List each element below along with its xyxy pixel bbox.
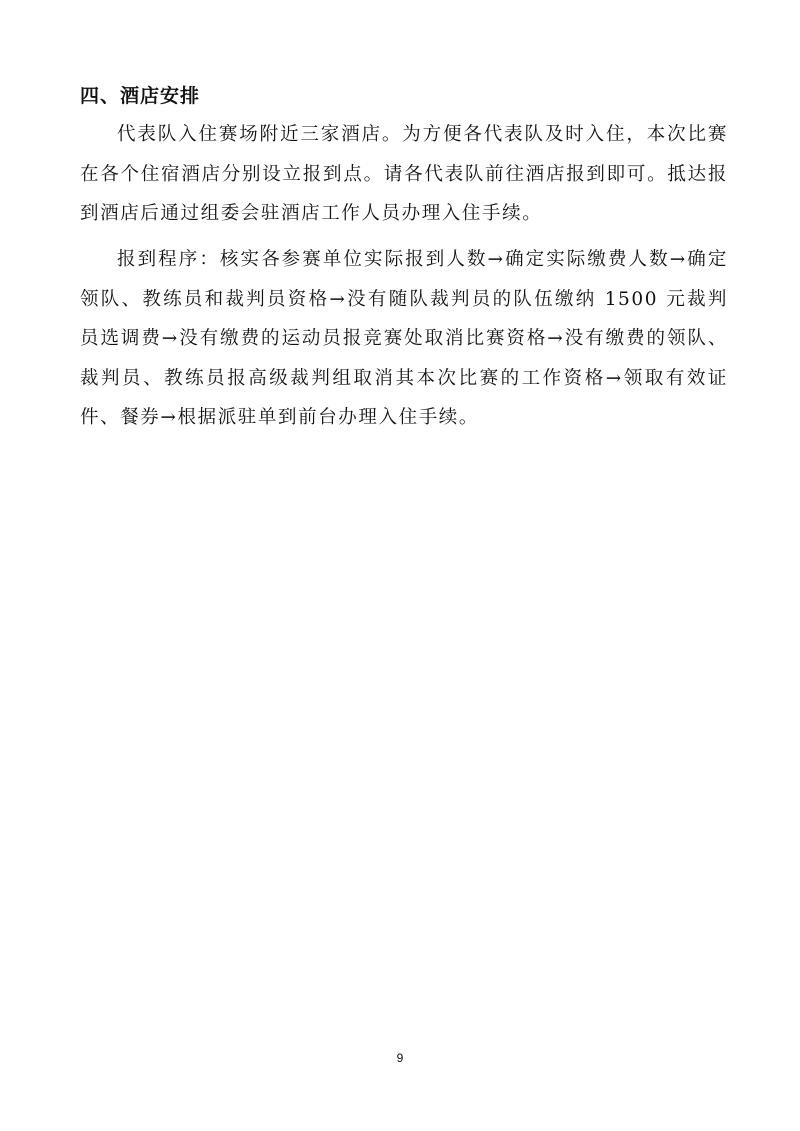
paragraph-hotel-arrangement: 代表队入住赛场附近三家酒店。为方便各代表队及时入住，本次比赛在各个住宿酒店分别设立报到点。请各代表队前往酒店报到即可。抵达报到酒店后通过组委会驻酒店工作人员办理入住手续。 (80, 124, 728, 224)
page-number: 9 (396, 1051, 404, 1065)
paragraph-registration-procedure: 报到程序：核实各参赛单位实际报到人数→确定实际缴费人数→确定领队、教练员和裁判员资格→没有随队裁判员的队伍缴纳 1500 元裁判员选调费→没有缴费的运动员报竞赛处取消比赛资格→没有缴费的领队、裁判员、教练员报高级裁判组取消其本次比赛的工作资格→领取有效证件、餐券→根据派驻单到前台办理入住手续。 (80, 249, 728, 428)
section-heading: 四、酒店安排 (80, 85, 201, 107)
